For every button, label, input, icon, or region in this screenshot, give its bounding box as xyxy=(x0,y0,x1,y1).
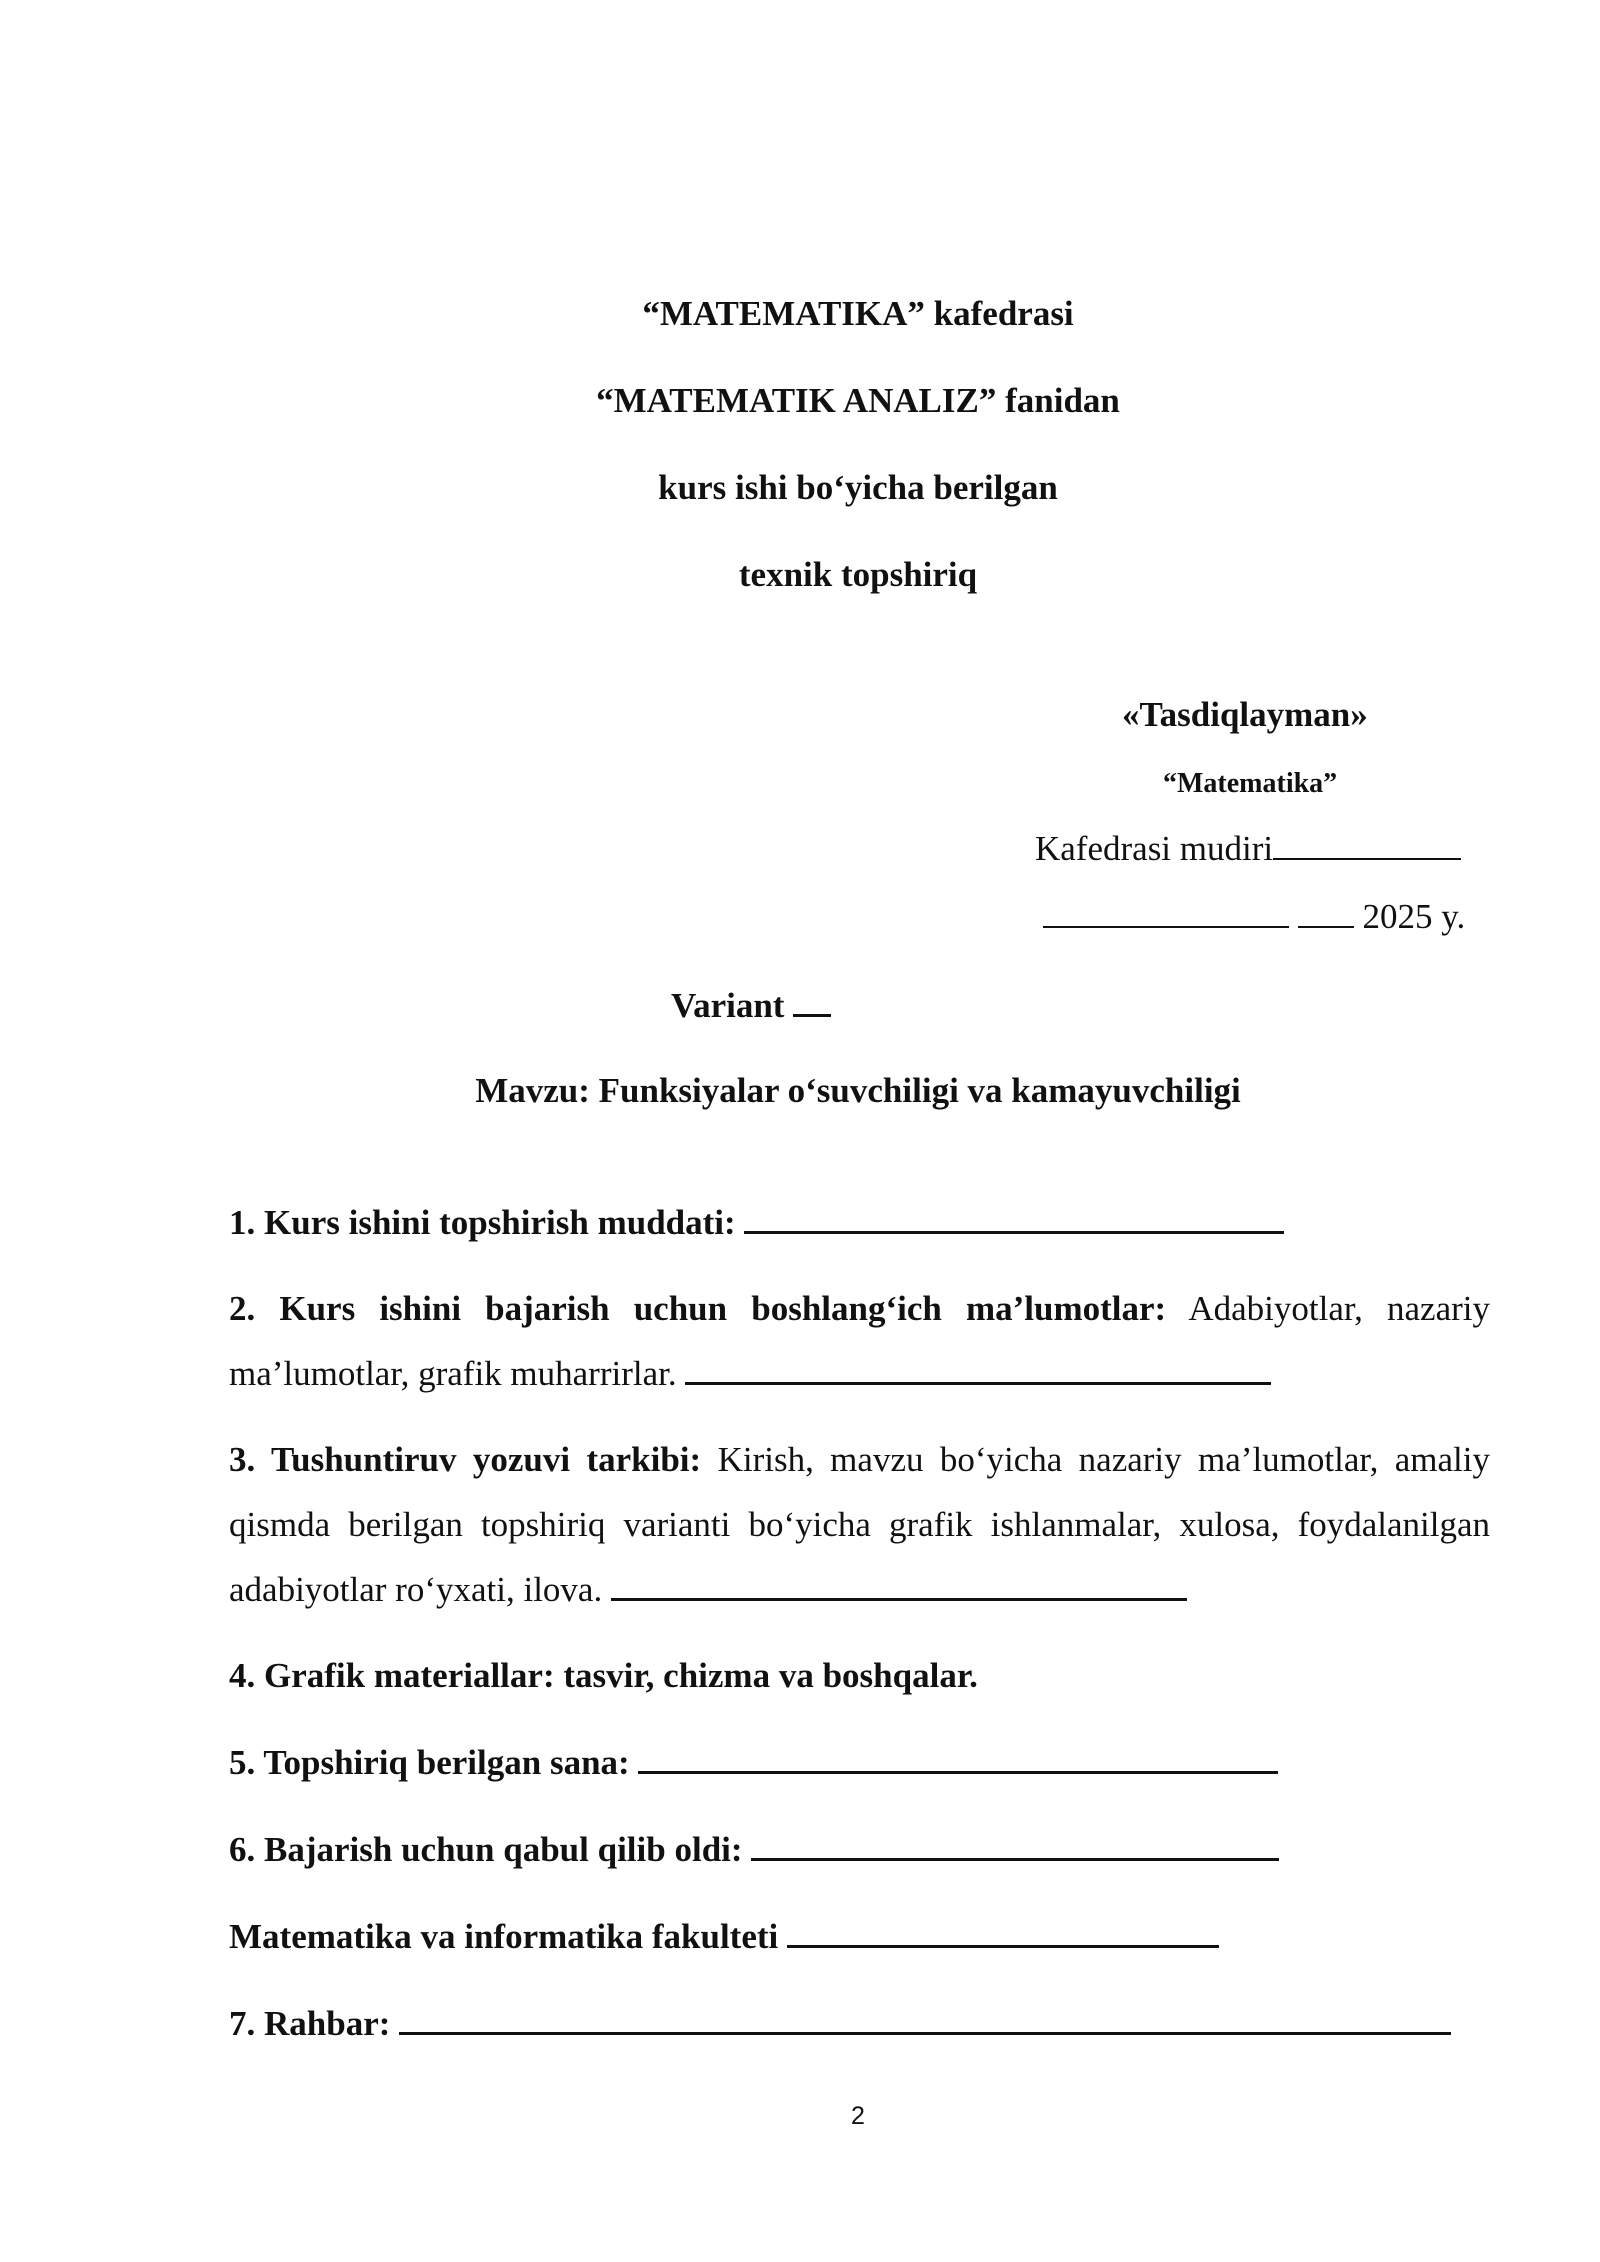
item5-label: 5. Topshiriq berilgan sana: xyxy=(229,1743,630,1782)
variant-line xyxy=(671,984,831,1028)
item3-label: 3. Tushuntiruv yozuvi tarkibi: xyxy=(229,1440,702,1479)
item-graphic-materials xyxy=(229,1643,1490,1708)
head-signature-line xyxy=(1273,828,1461,860)
item3-text: Kirish, mavzu bo‘yicha nazariy ma’lumotlar, amaliy qismda berilgan topshiriq varianti bo‘yicha grafik ishlanmalar, xulosa, foydalanilgan adabiyotlar ro‘yxati, ilova. xyxy=(229,1440,1490,1609)
task-date-line xyxy=(638,1741,1278,1774)
faculty-line xyxy=(787,1915,1219,1948)
subject-heading: “MATEMATIK ANALIZ” fanidan xyxy=(596,381,1120,420)
supervisor-line xyxy=(399,2002,1451,2035)
technical-task-heading: texnik topshiriq xyxy=(738,555,978,594)
item1-label: 1. Kurs ishini topshirish muddati: xyxy=(229,1203,736,1242)
item-task-date xyxy=(229,1730,1490,1795)
date-year-line xyxy=(1298,896,1354,928)
approval-title: «Tasdiqlayman» xyxy=(1122,695,1368,734)
approval-head xyxy=(1035,827,1461,871)
variant-label: Variant xyxy=(671,986,785,1025)
item2-label: 2. Kurs ishini bajarish uchun boshlang‘ich ma’lumotlar: xyxy=(229,1289,1167,1328)
initial-data-line xyxy=(685,1352,1271,1385)
item-initial-data xyxy=(229,1276,1490,1406)
item2-text: Adabiyotlar, nazariy ma’lumotlar, grafik muharrirlar. xyxy=(229,1289,1490,1393)
department-heading: “MATEMATIKA” kafedrasi xyxy=(642,294,1074,333)
approval-date xyxy=(1043,895,1465,939)
item6-label: 6. Bajarish uchun qabul qilib oldi: xyxy=(229,1830,743,1869)
item7-label: 7. Rahbar: xyxy=(229,2004,391,2043)
variant-number-line xyxy=(793,984,831,1017)
item-faculty xyxy=(229,1904,1490,1969)
item-submission-deadline xyxy=(229,1190,1490,1255)
deadline-line xyxy=(744,1201,1284,1234)
date-day-month-line xyxy=(1043,896,1289,928)
item-accepted-by xyxy=(229,1817,1490,1882)
page-number: 2 xyxy=(851,2102,865,2130)
item4-label: 4. Grafik materiallar: tasvir, chizma va boshqalar. xyxy=(229,1656,978,1695)
course-work-heading: kurs ishi bo‘yicha berilgan xyxy=(658,468,1058,507)
item-explanatory-note xyxy=(229,1427,1490,1622)
approval-department: “Matematika” xyxy=(1163,768,1338,799)
approval-year-text: 2025 y. xyxy=(1362,897,1466,936)
explanatory-note-line xyxy=(611,1568,1187,1601)
approval-head-label: Kafedrasi mudiri xyxy=(1035,829,1274,868)
topic-title: Mavzu: Funksiyalar o‘suvchiligi va kamayuvchiligi xyxy=(475,1071,1241,1110)
item-supervisor xyxy=(229,1991,1490,2056)
faculty-label: Matematika va informatika fakulteti xyxy=(229,1917,779,1956)
accepted-by-line xyxy=(751,1828,1279,1861)
